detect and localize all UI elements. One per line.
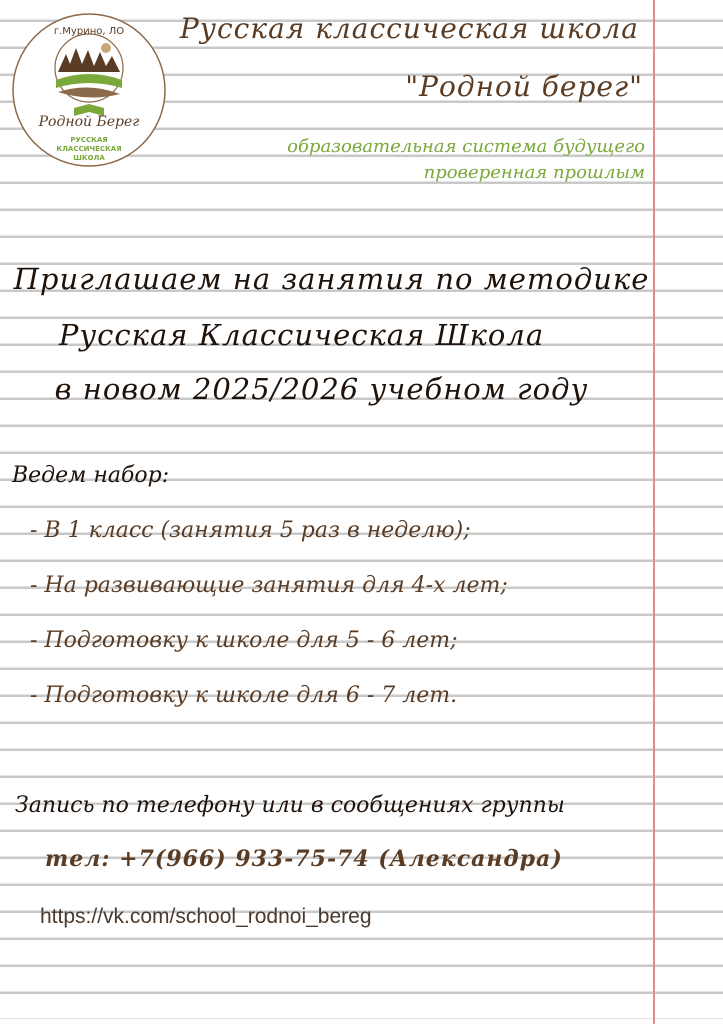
logo-subtitle-3: ШКОЛА (73, 154, 105, 162)
logo-location: г.Мурино, ЛО (53, 26, 125, 37)
logo-subtitle-1: РУССКАЯ (70, 136, 108, 144)
school-title: Русская классическая школа (179, 12, 639, 45)
vk-group-link[interactable]: https://vk.com/school_rodnoi_bereg (40, 905, 372, 928)
notebook-margin-line (653, 0, 655, 1024)
enrollment-title: Ведем набор: (12, 463, 170, 488)
enrollment-item: - Подготовку к школе для 5 - 6 лет; (30, 628, 458, 653)
logo-name: Родной Берег (38, 114, 140, 130)
invitation-line-2: Русская Классическая Школа (58, 318, 545, 352)
phone-number: тел: +7(966) 933-75-74 (Александра) (45, 846, 563, 872)
school-name: "Родной берег" (405, 70, 643, 103)
logo-emblem-icon (10, 10, 168, 170)
enrollment-item: - На развивающие занятия для 4-х лет; (30, 573, 508, 598)
enrollment-item: - Подготовку к школе для 6 - 7 лет. (30, 683, 458, 708)
enrollment-item: - В 1 класс (занятия 5 раз в неделю); (30, 518, 471, 543)
school-logo (10, 10, 168, 170)
invitation-line-1: Приглашаем на занятия по методике (13, 262, 650, 296)
motto-line-1: образовательная система будущего (287, 136, 645, 157)
invitation-line-3: в новом 2025/2026 учебном году (54, 372, 589, 406)
contact-text: Запись по телефону или в сообщениях группы (15, 793, 565, 818)
motto-line-2: проверенная прошлым (423, 162, 645, 183)
logo-subtitle-2: КЛАССИЧЕСКАЯ (56, 145, 122, 153)
